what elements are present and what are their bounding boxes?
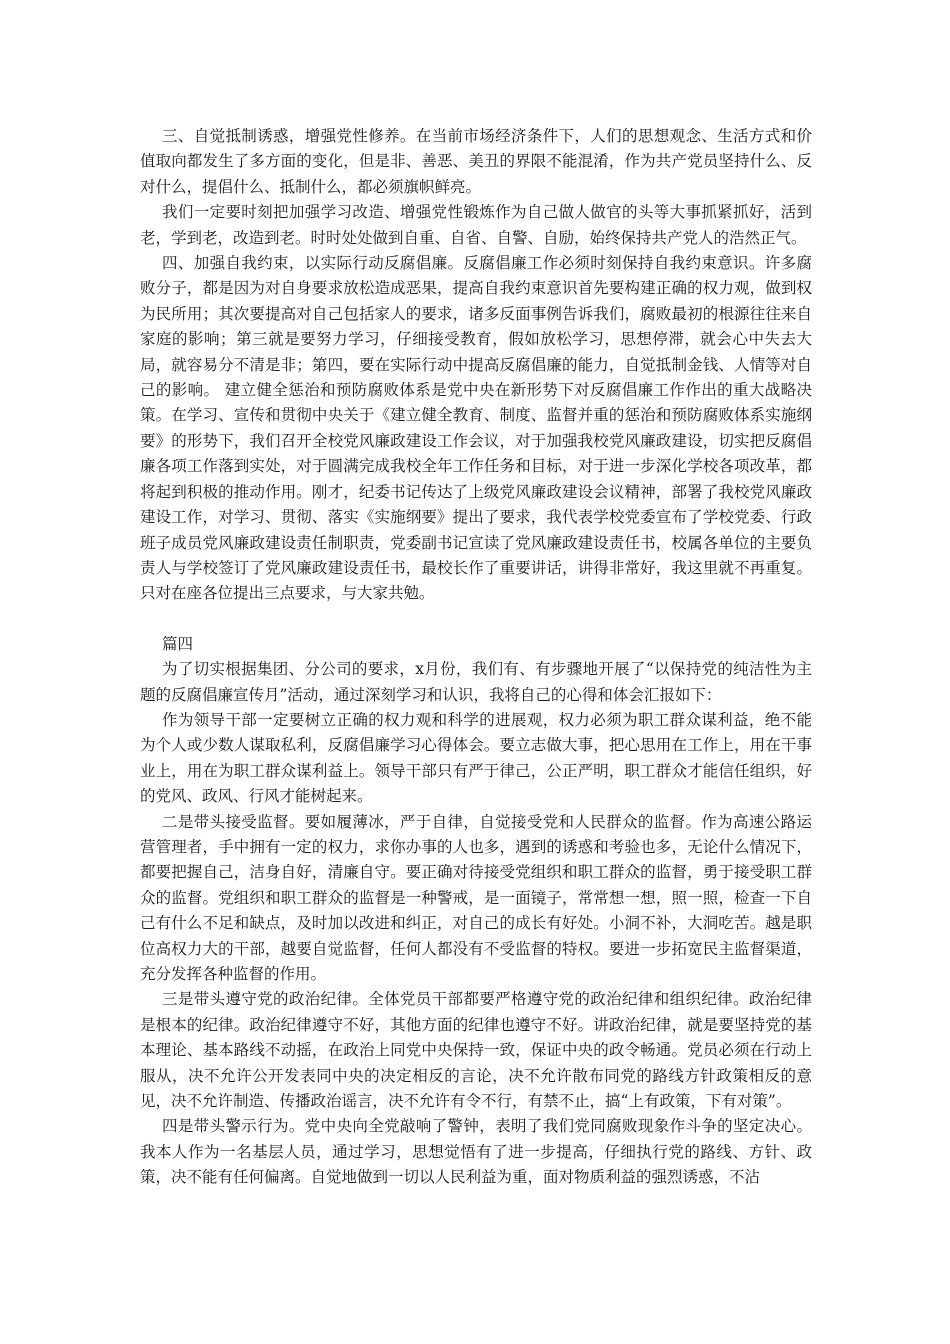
section-heading: 篇四 xyxy=(162,634,194,653)
paragraph-section4-5: 四是带头警示行为。党中央向全党敲响了警钟，表明了我们党同腐败现象作斗争的坚定决心。我本人作为一名基层人员，通过学习，思想觉悟有了进一步提高，仔细执行党的路线、方针、政策，决不能有任何偏离。自觉地做到一切以人民利益为重，面对物质利益的强烈诱惑，不沾 xyxy=(140,1117,812,1187)
paragraph-section4-1: 为了切实根据集团、分公司的要求，x月份，我们有、有步骤地开展了“以保持党的纯洁性为主题的反腐倡廉宣传月”活动，通过深刻学习和认识，我将自己的心得和体会汇报如下： xyxy=(140,660,812,704)
document-page xyxy=(140,124,812,1191)
paragraph-section3-1: 三、自觉抵制诱惑，增强党性修养。在当前市场经济条件下，人们的思想观念、生活方式和价值取向都发生了多方面的变化，但是非、善恶、美丑的界限不能混淆，作为共产党员坚持什么、反对什么，提倡什么、抵制什么，都必须旗帜鲜亮。 xyxy=(140,127,812,196)
section-spacer xyxy=(140,607,812,632)
paragraph-section3-2: 我们一定要时刻把加强学习改造、增强党性锻炼作为自己做人做官的头等大事抓紧抓好，活到老，学到老，改造到老。时时处处做到自重、自省、自警、自励，始终保持共产党人的浩然正气。 xyxy=(140,203,812,247)
paragraph-section3-3: 四、加强自我约束，以实际行动反腐倡廉。反腐倡廉工作必须时刻保持自我约束意识。许多腐败分子，都是因为对自身要求放松造成恶果，提高自我约束意识首先要构建正确的权力观，做到权为民所用；其次要提高对自己包括家人的要求，诸多反面事例告诉我们，腐败最初的根源往往来自家庭的影响；第三就是要努力学习，仔细接受教育，假如放松学习，思想停滞，就会心中失去大局，就容易分不清是非；第四，要在实际行动中提高反腐倡廉的能力，自觉抵制金钱、人情等对自己的影响。 建立健全惩治和预防腐败体系是党中央在新形势下对反腐倡廉工作作出的重大战略决策。在学习、宣传和贯彻中央关于《建立健全教育、制度、监督并重的惩治和预防腐败体系实施纲要》的形势下，我们召开全校党风廉政建设工作会议，对于加强我校党风廉政建设，切实把反腐倡廉各项工作落到实处，对于圆满完成我校全年工作任务和目标，对于进一步深化学校各项改革，都将起到积极的推动作用。刚才，纪委书记传达了上级党风廉政建设会议精神，部署了我校党风廉政建设工作，对学习、贯彻、落实《实施纲要》提出了要求，我代表学校党委宣布了学校党委、行政班子成员党风廉政建设责任制职责，党委副书记宣读了党风廉政建设责任书，校属各单位的主要负责人与学校签订了党风廉政建设责任书，最校长作了重要讲话，讲得非常好，我这里就不再重复。只对在座各位提出三点要求，与大家共勉。 xyxy=(140,254,812,603)
paragraph-section4-3: 二是带头接受监督。要如履薄冰，严于自律，自觉接受党和人民群众的监督。作为高速公路运营管理者，手中拥有一定的权力，求你办事的人也多，遇到的诱惑和考验也多，无论什么情况下，都要把握自己，洁身自好，清廉自守。要正确对待接受党组织和职工群众的监督，勇于接受职工群众的监督。党组织和职工群众的监督是一种警戒，是一面镜子，常常想一想，照一照，检查一下自己有什么不足和缺点，及时加以改进和纠正，对自己的成长有好处。小洞不补，大洞吃苦。越是职位高权力大的干部，越要自觉监督，任何人都没有不受监督的特权。要进一步拓宽民主监督渠道，充分发挥各种监督的作用。 xyxy=(140,812,812,983)
paragraph-section4-2: 作为领导干部一定要树立正确的权力观和科学的进展观，权力必须为职工群众谋利益，绝不能为个人或少数人谋取私利，反腐倡廉学习心得体会。要立志做大事，把心思用在工作上，用在干事业上，用在为职工群众谋利益上。领导干部只有严于律己，公正严明，职工群众才能信任组织，好的党风、政风、行风才能树起来。 xyxy=(140,710,812,806)
paragraph-section4-4: 三是带头遵守党的政治纪律。全体党员干部都要严格遵守党的政治纪律和组织纪律。政治纪律是根本的纪律。政治纪律遵守不好，其他方面的纪律也遵守不好。讲政治纪律，就是要坚持党的基本理论、基本路线不动摇，在政治上同党中央保持一致，保证中央的政令畅通。党员必须在行动上服从，决不允许公开发表同中央的决定相反的言论，决不允许散布同党的路线方针政策相反的意见，决不允许制造、传播政治谣言，决不允许有令不行，有禁不止，搞“上有政策，下有对策”。 xyxy=(140,990,812,1111)
